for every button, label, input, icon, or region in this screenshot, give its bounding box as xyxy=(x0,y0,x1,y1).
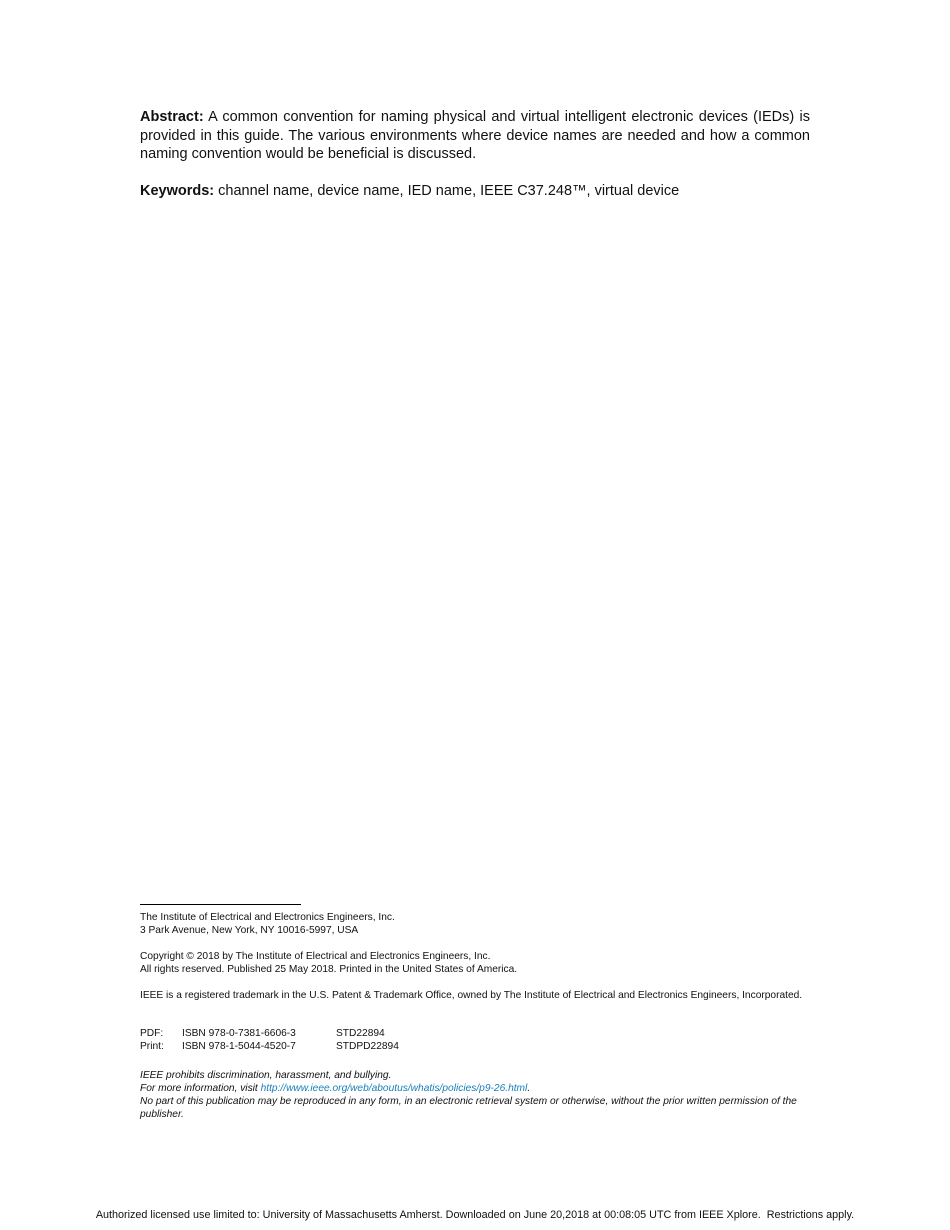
trademark-block xyxy=(140,989,820,1002)
rights-line: All rights reserved. Published 25 May 2018. Printed in the United States of America. xyxy=(140,964,518,975)
publisher-name: The Institute of Electrical and Electronics Engineers, Inc. xyxy=(140,912,395,923)
abstract-text: A common convention for naming physical and virtual intelligent electronic devices (IEDs) is provided in this guide. The various environments where device names are needed and how a common naming convention would be beneficial is discussed. xyxy=(140,109,810,162)
reproduction-notice: No part of this publication may be reproduced in any form, in an electronic retrieval system or otherwise, without the prior written permission of the publisher. xyxy=(140,1096,797,1120)
copyright-line: Copyright © 2018 by The Institute of Electrical and Electronics Engineers, Inc. xyxy=(140,951,491,962)
isbn-format: PDF: xyxy=(140,1028,164,1039)
policy-statement: IEEE prohibits discrimination, harassment, and bullying. xyxy=(140,1070,392,1081)
footnote-divider xyxy=(140,904,301,905)
policy-link[interactable]: http://www.ieee.org/web/aboutus/whatis/policies/p9-26.html xyxy=(260,1083,528,1094)
isbn-format: Print: xyxy=(140,1041,164,1052)
isbn-block xyxy=(140,1027,820,1053)
copyright-block xyxy=(140,950,820,976)
publisher-address: 3 Park Avenue, New York, NY 10016-5997, USA xyxy=(140,925,359,936)
policy-more-prefix: For more information, visit xyxy=(140,1083,261,1094)
publisher-block xyxy=(140,911,820,937)
isbn-code: STD22894 xyxy=(336,1028,385,1039)
keywords-paragraph xyxy=(140,182,820,201)
isbn-number: ISBN 978-1-5044-4520-7 xyxy=(182,1041,296,1052)
policy-more-info xyxy=(140,1082,820,1095)
trademark-text: IEEE is a registered trademark in the U.S. Patent & Trademark Office, owned by The Institute of Electrical and Electronics Engineers, Incorporated. xyxy=(140,990,803,1001)
isbn-row-print xyxy=(140,1040,820,1053)
isbn-code: STDPD22894 xyxy=(336,1041,399,1052)
policy-block xyxy=(140,1069,820,1121)
abstract-paragraph xyxy=(140,108,810,164)
license-footer: Authorized licensed use limited to: University of Massachusetts Amherst. Downloaded on June 20,2018 at 00:08:05 UTC from IEEE Xplore. Restrictions apply. xyxy=(95,1209,855,1221)
keywords-text: channel name, device name, IED name, IEEE C37.248™, virtual device xyxy=(218,183,680,199)
isbn-number: ISBN 978-0-7381-6606-3 xyxy=(182,1028,296,1039)
isbn-row-pdf xyxy=(140,1027,820,1040)
keywords-label: Keywords: xyxy=(140,183,215,199)
policy-more-suffix: . xyxy=(527,1083,531,1094)
abstract-label: Abstract: xyxy=(140,109,204,125)
